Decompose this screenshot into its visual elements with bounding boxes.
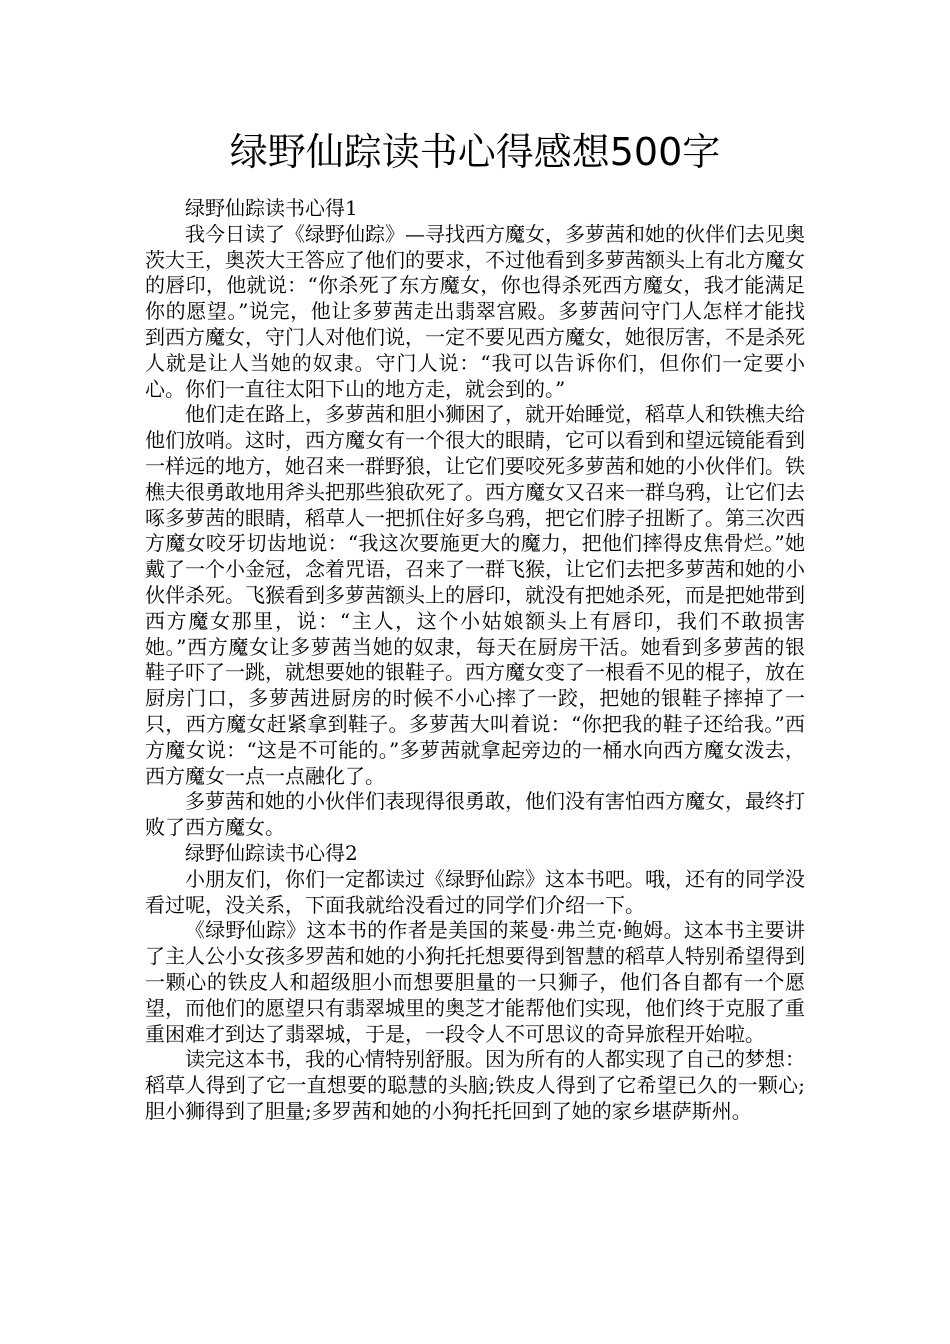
paragraph: 多萝茜和她的小伙伴们表现得很勇敢，他们没有害怕西方魔女，最终打败了西方魔女。 [145,789,805,840]
paragraph: 读完这本书，我的心情特别舒服。因为所有的人都实现了自己的梦想：稻草人得到了它一直想要的聪慧的头脑;铁皮人得到了它希望已久的一颗心;胆小狮得到了胆量;多罗茜和她的小狗托托回到了她的家乡堪萨斯州。 [145,1047,805,1123]
document-body [145,196,805,1125]
paragraph: 我今日读了《绿野仙踪》—寻找西方魔女，多萝茜和她的伙伴们去见奥茨大王，奥茨大王答应了他们的要求，不过他看到多萝茜额头上有北方魔女的唇印，他就说：“你杀死了东方魔女，你也得杀死西方魔女，我才能满足你的愿望。”说完，他让多萝茜走出翡翠宫殿。多萝茜问守门人怎样才能找到西方魔女，守门人对他们说，一定不要见西方魔女，她很厉害，不是杀死人就是让人当她的奴隶。守门人说：“我可以告诉你们，但你们一定要小心。你们一直往太阳下山的地方走，就会到的。” [145,221,805,401]
paragraph: 他们走在路上，多萝茜和胆小狮困了，就开始睡觉，稻草人和铁樵夫给他们放哨。这时，西方魔女有一个很大的眼睛，它可以看到和望远镜能看到一样远的地方，她召来一群野狼，让它们要咬死多萝茜和她的小伙伴们。铁樵夫很勇敢地用斧头把那些狼砍死了。西方魔女又召来一群乌鸦，让它们去啄多萝茜的眼睛，稻草人一把抓住好多乌鸦，把它们脖子扭断了。第三次西方魔女咬牙切齿地说：“我这次要施更大的魔力，把他们摔得皮焦骨烂。”她戴了一个小金冠，念着咒语，召来了一群飞猴，让它们去把多萝茜和她的小伙伴杀死。飞猴看到多萝茜额头上的唇印，就没有把她杀死，而是把她带到西方魔女那里，说：“主人，这个小姑娘额头上有唇印，我们不敢损害她。”西方魔女让多萝茜当她的奴隶，每天在厨房干活。她看到多萝茜的银鞋子吓了一跳，就想要她的银鞋子。西方魔女变了一根看不见的棍子，放在厨房门口，多萝茜进厨房的时候不小心摔了一跤，把她的银鞋子摔掉了一只，西方魔女赶紧拿到鞋子。多萝茜大叫着说：“你把我的鞋子还给我。”西方魔女说：“这是不可能的。”多萝茜就拿起旁边的一桶水向西方魔女泼去，西方魔女一点一点融化了。 [145,402,805,788]
section-heading: 绿野仙踪读书心得1 [185,196,358,220]
paragraph: 小朋友们，你们一定都读过《绿野仙踪》这本书吧。哦，还有的同学没看过呢，没关系，下面我就给没看过的同学们介绍一下。 [145,866,805,917]
paragraph: 《绿野仙踪》这本书的作者是美国的莱曼·弗兰克·鲍姆。这本书主要讲了主人公小女孩多罗茜和她的小狗托托想要得到智慧的稻草人特别希望得到一颗心的铁皮人和超级胆小而想要胆量的一只狮子，他们各自都有一个愿望，而他们的愿望只有翡翠城里的奥芝才能帮他们实现，他们终于克服了重重困难才到达了翡翠城，于是，一段令人不可思议的奇异旅程开始啦。 [145,918,805,1046]
section-heading: 绿野仙踪读书心得2 [185,840,358,865]
document-title: 绿野仙踪读书心得感想500字 [229,130,721,174]
